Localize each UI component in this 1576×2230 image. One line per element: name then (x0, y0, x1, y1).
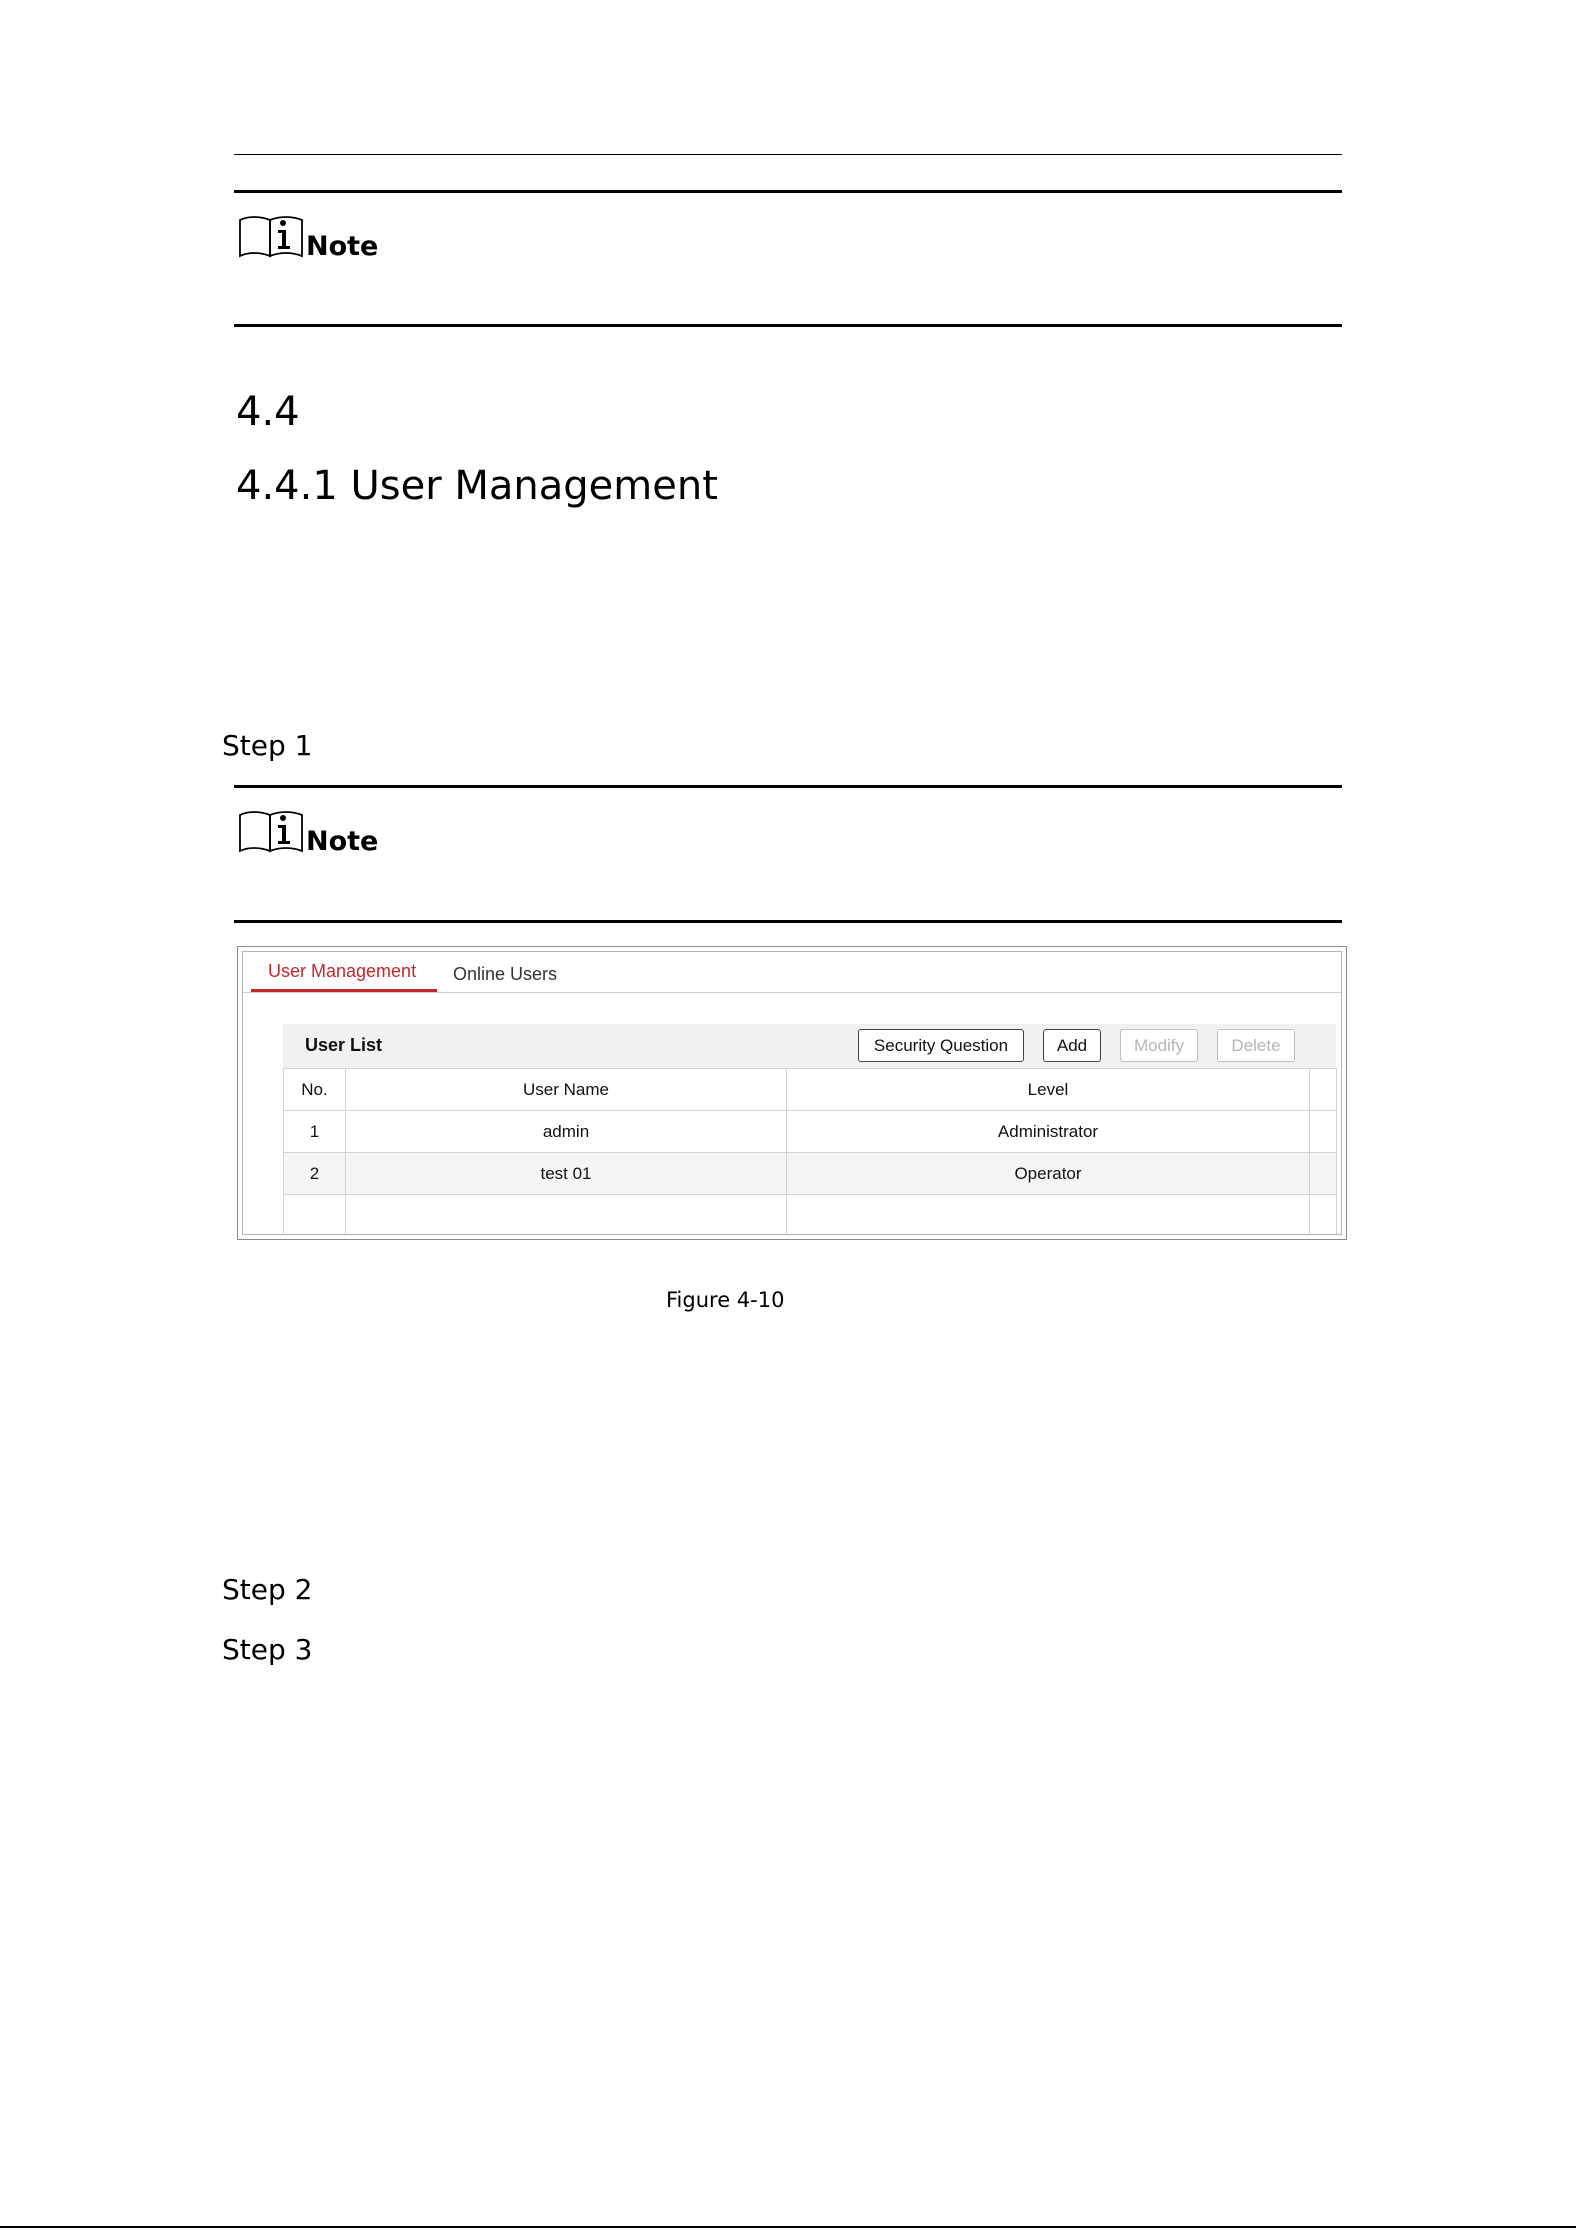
section-number: 4.4 (236, 389, 300, 435)
info-book-icon (238, 805, 304, 853)
user-list-toolbar (283, 1024, 1336, 1068)
cell-empty (346, 1195, 787, 1236)
table-row[interactable] (284, 1153, 1337, 1195)
column-header-user-name: User Name (346, 1069, 787, 1111)
note-block (238, 210, 379, 262)
table-header-row (284, 1069, 1337, 1111)
scrollbar-gutter (1310, 1153, 1337, 1195)
figure-caption: Figure 4-10 (666, 1288, 785, 1312)
cell-no: 2 (284, 1153, 346, 1195)
info-book-icon (238, 210, 304, 258)
table-row-empty (284, 1195, 1337, 1236)
note-bottom-rule (234, 920, 1342, 923)
user-table (283, 1068, 1337, 1235)
tab-user-management[interactable] (251, 952, 437, 992)
subsection-title: 4.4.1 User Management (236, 463, 718, 509)
step-3: Step 3 (222, 1633, 313, 1666)
cell-no: 1 (284, 1111, 346, 1153)
note-block (238, 805, 379, 857)
cell-empty (284, 1195, 346, 1236)
note-label: Note (306, 826, 379, 857)
tab-label: Online Users (453, 964, 558, 984)
column-header-level: Level (787, 1069, 1310, 1111)
cell-user-name: admin (346, 1111, 787, 1153)
tab-bar (243, 952, 1341, 993)
scrollbar-gutter (1310, 1195, 1337, 1236)
header-rule (234, 154, 1342, 155)
add-user-button[interactable]: Add (1043, 1029, 1101, 1062)
user-management-screenshot (237, 946, 1347, 1240)
modify-user-button[interactable]: Modify (1120, 1029, 1198, 1062)
user-management-panel (242, 951, 1342, 1235)
security-question-button[interactable]: Security Question (858, 1029, 1024, 1062)
cell-level: Operator (787, 1153, 1310, 1195)
page-bottom-rule (0, 2226, 1576, 2228)
cell-empty (787, 1195, 1310, 1236)
step-2: Step 2 (222, 1573, 313, 1606)
note-label: Note (306, 231, 379, 262)
step-1: Step 1 (222, 729, 313, 762)
tab-label: User Management (268, 961, 417, 981)
note-top-rule (234, 190, 1342, 193)
column-header-no: No. (284, 1069, 346, 1111)
tab-online-users[interactable] (453, 952, 573, 992)
user-list-title: User List (305, 1035, 383, 1055)
note-bottom-rule (234, 324, 1342, 327)
delete-user-button[interactable]: Delete (1217, 1029, 1295, 1062)
scrollbar-gutter (1310, 1111, 1337, 1153)
note-top-rule (234, 785, 1342, 788)
cell-level: Administrator (787, 1111, 1310, 1153)
cell-user-name: test 01 (346, 1153, 787, 1195)
scrollbar-gutter (1310, 1069, 1337, 1111)
table-row[interactable] (284, 1111, 1337, 1153)
